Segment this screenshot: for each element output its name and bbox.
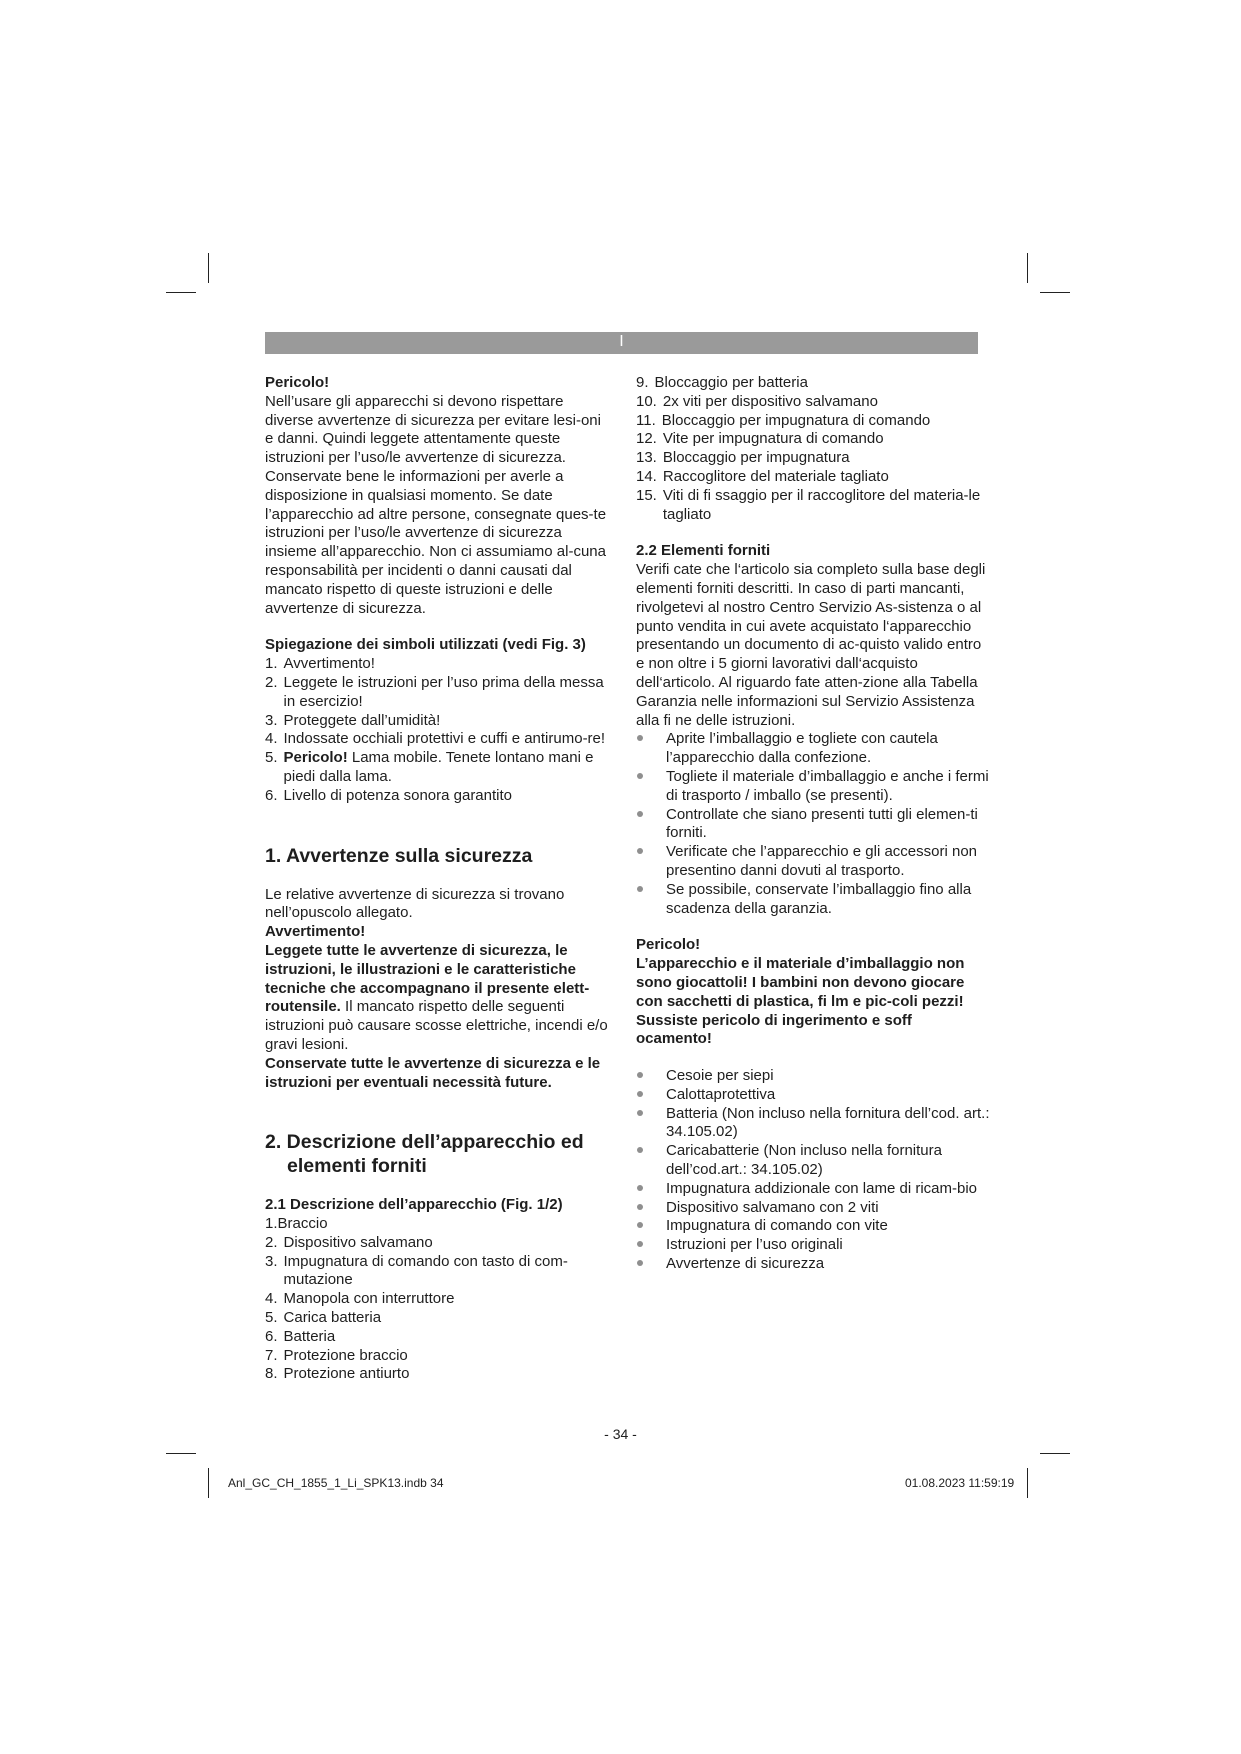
crop-mark [1040,292,1070,293]
list-item: Aprite l’imballaggio e togliete con cautela l’apparecchio dalla confezione. [636,730,991,768]
symbols-list [265,655,610,805]
list-item: Caricabatterie (Non incluso nella fornitura dell’cod.art.: 34.105.02) [636,1142,991,1180]
language-header-bar [265,332,978,354]
section-heading: 2. Descrizione dell’apparecchio ed [265,1131,584,1154]
unpack-steps-list [636,730,991,918]
danger-title: Pericolo! [636,936,701,954]
list-item: 3. Impugnatura di comando con tasto di com-mutazione [265,1252,568,1289]
page-number: - 34 - [604,1426,637,1442]
crop-mark [1027,1468,1028,1498]
section-heading: elementi forniti [287,1155,427,1178]
list-item: 6. Batteria [265,1327,336,1345]
list-item: Impugnatura addizionale con lame di ricam-bio [636,1180,991,1199]
list-item: Togliete il materiale d’imballaggio e anche i fermi di trasporto / imballo (se presenti). [636,768,991,806]
crop-mark [166,1453,196,1454]
list-item: 2. Dispositivo salvamano [265,1233,433,1251]
list-item: Dispositivo salvamano con 2 viti [636,1199,991,1218]
list-item: 7. Protezione braccio [265,1346,408,1364]
list-item: 1. Braccio [265,1215,328,1233]
language-code: I [619,333,624,350]
parts-list-continued [636,374,991,524]
keep-note: Conservate tutte le avvertenze di sicurezza e le istruzioni per eventuali necessità future. [265,1054,601,1091]
list-item: 13. Bloccaggio per impugnatura [636,449,850,467]
list-item: Cesoie per siepi [636,1067,991,1086]
footer-file-name: Anl_GC_CH_1855_1_Li_SPK13.indb 34 [228,1476,444,1490]
supplied-items-list [636,1067,991,1274]
subsection-title: 2.2 Elementi forniti [636,542,771,560]
list-item: 5. Carica batteria [265,1309,382,1327]
danger-text: L’apparecchio e il materiale d’imballaggio non sono giocattoli! I bambini non devono giocare con sacchetti di plastica, fi lm e pic-coli pezzi! Sussiste pericolo di ingerimento e soff ocamento! [636,955,965,1048]
list-item: Verificate che l’apparecchio e gli accessori non presentino danni dovuti al trasporto. [636,843,991,881]
subsection-title: 2.1 Descrizione dell’apparecchio (Fig. 1/2) [265,1196,563,1214]
section-heading: 1. Avvertenze sulla sicurezza [265,844,533,867]
list-item: Batteria (Non incluso nella fornitura dell’cod. art.: 34.105.02) [636,1105,991,1143]
list-item: 3. Proteggete dall’umidità! [265,711,441,729]
list-item: 1. Avvertimento! [265,655,375,673]
list-item: 12. Vite per impugnatura di comando [636,430,884,448]
list-item: 4. Manopola con interruttore [265,1290,455,1308]
list-item: Se possibile, conservate l’imballaggio fino alla scadenza della garanzia. [636,881,991,919]
danger-text: Nell’usare gli apparecchi si devono rispettare diverse avvertenze di sicurezza per evitare lesi-oni e danni. Quindi leggete attentamente queste istruzioni per l’uso/le avvertenze di sicurezza. Conservate bene le informazioni per averle a disposizione in qualsiasi momento. Se date l’apparecchio ad altre persone, consegnate ques-te istruzioni per l’uso/le avvertenze di sicurezza insieme all’apparecchio. Non ci assumiamo al-cuna responsabilità per incidenti o danni causati dal mancato rispetto di queste istruzioni e delle avvertenze di sicurezza. [265,392,607,617]
parts-list [265,1215,610,1384]
list-item: 15. Viti di fi ssaggio per il raccoglitore del materia-le tagliato [636,486,981,523]
list-item: Controllate che siano presenti tutti gli elemen-ti forniti. [636,806,991,844]
list-item: 6. Livello di potenza sonora garantito [265,786,513,804]
warning-text: Leggete tutte le avvertenze di sicurezza, le istruzioni, le illustrazioni e le caratteristiche tecniche che accompagnano il presente elett-routensile. Il mancato rispetto delle seguenti istruzioni può causare scosse elettriche, incendi e/o gravi lesioni. [265,941,608,1053]
danger-title: Pericolo! [265,374,330,391]
left-column [265,374,610,1384]
list-item: 2. Leggete le istruzioni per l’uso prima della messa in esercizio! [265,673,604,710]
subsection-text: Verifi cate che l‘articolo sia completo sulla base degli elementi forniti descritti. In caso di parti mancanti, rivolgetevi al nostro Centro Servizio As-sistenza o al punto vendita in cui avete acquistato l‘apparecchio presentando un documento di ac-quisto valido entro e non oltre i 5 giorni lavorativi dall‘acquisto dell‘articolo. Al riguardo fate atten-zione alla Tabella Garanzia nelle informazioni sul Servizio Assistenza alla fi ne delle istruzioni. [636,561,986,729]
right-column [636,374,991,1274]
crop-mark [1040,1453,1070,1454]
list-item: 4. Indossate occhiali protettivi e cuffi e antirumo-re! [265,730,606,748]
list-item: 11. Bloccaggio per impugnatura di comando [636,411,931,429]
list-item: Istruzioni per l’uso originali [636,1236,991,1255]
crop-mark [208,1468,209,1498]
footer-datetime: 01.08.2023 11:59:19 [905,1476,1015,1490]
list-item: 9. Bloccaggio per batteria [636,374,808,391]
list-item: 8. Protezione antiurto [265,1365,410,1383]
list-item: Calottaprotettiva [636,1086,991,1105]
crop-mark [166,292,196,293]
list-item: Avvertenze di sicurezza [636,1255,991,1274]
list-item: Impugnatura di comando con vite [636,1217,991,1236]
list-item: 14. Raccoglitore del materiale tagliato [636,467,889,485]
section-intro: Le relative avvertenze di sicurezza si trovano nell’opuscolo allegato. [265,885,565,922]
list-item: 5. Pericolo! Lama mobile. Tenete lontano mani e piedi dalla lama. [265,749,594,785]
symbols-title: Spiegazione dei simboli utilizzati (vedi Fig. 3) [265,636,586,654]
crop-mark [208,253,209,283]
list-item: 10. 2x viti per dispositivo salvamano [636,392,878,410]
crop-mark [1027,253,1028,283]
warning-title: Avvertimento! [265,923,366,941]
